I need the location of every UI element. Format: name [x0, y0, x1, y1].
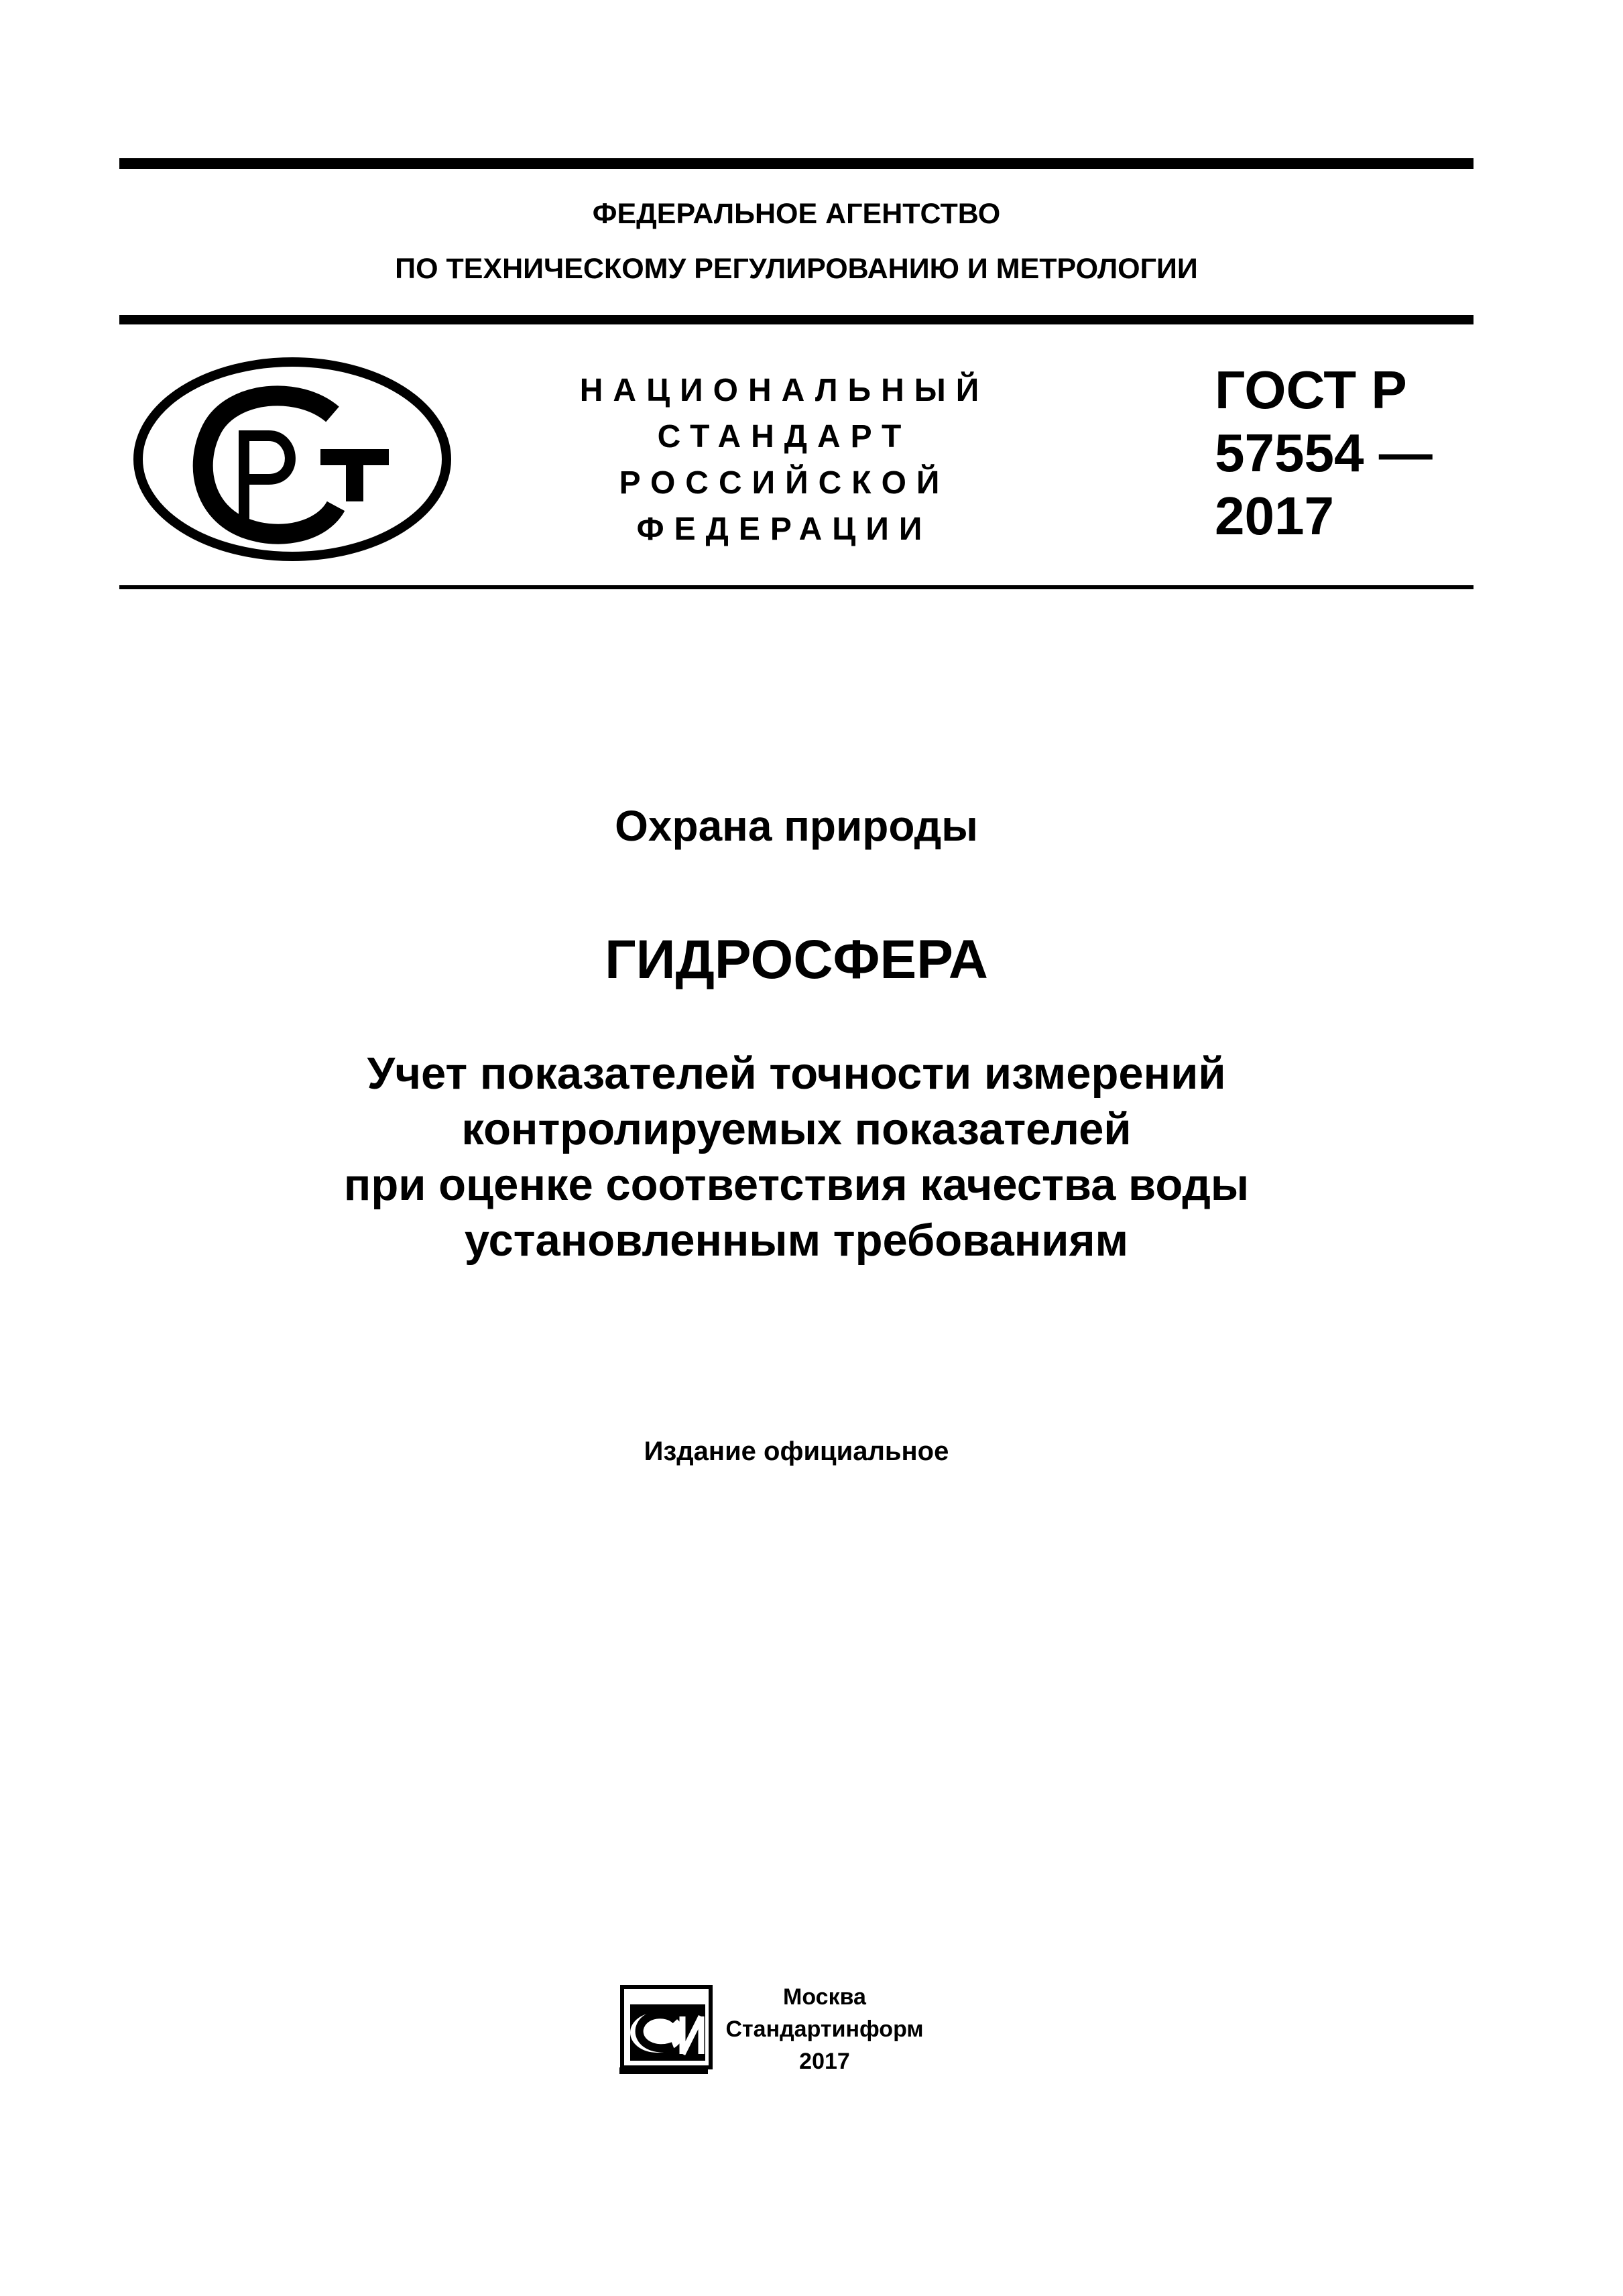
national-line-1: НАЦИОНАЛЬНЫЙ: [579, 373, 989, 408]
agency-line-2: ПО ТЕХНИЧЕСКОМУ РЕГУЛИРОВАНИЮ И МЕТРОЛОГИИ: [395, 253, 1198, 285]
standartinform-logo-icon: [617, 1984, 716, 2078]
subtitle: [119, 1046, 1474, 1268]
subtitle-line-1: Учет показателей точности измерений: [367, 1048, 1226, 1099]
middle-rule: [119, 315, 1474, 324]
publisher-info: [717, 1981, 932, 2077]
standard-designation: [1215, 359, 1433, 548]
publisher-year: 2017: [799, 2049, 850, 2074]
agency-header: [119, 186, 1474, 296]
agency-line-1: ФЕДЕРАЛЬНОЕ АГЕНТСТВО: [592, 198, 1001, 230]
publisher-name: Стандартинформ: [725, 2016, 924, 2042]
national-line-2: СТАНДАРТ: [657, 419, 912, 455]
main-title: ГИДРОСФЕРА: [605, 929, 988, 990]
subtitle-line-3: при оценке соответствия качества воды: [343, 1160, 1250, 1210]
designation-line-2: 57554 —: [1215, 423, 1433, 483]
national-line-4: ФЕДЕРАЦИИ: [636, 511, 933, 547]
national-line-3: РОССИЙСКОЙ: [619, 465, 950, 501]
publisher-city: Москва: [783, 1984, 866, 2010]
designation-line-3: 2017: [1215, 486, 1334, 546]
top-rule: [119, 158, 1474, 169]
national-standard-label: [550, 367, 1019, 552]
subtitle-line-2: контролируемых показателей: [461, 1104, 1132, 1154]
designation-line-1: ГОСТ Р: [1215, 360, 1407, 420]
bottom-rule: [119, 585, 1474, 589]
subtitle-line-4: установленным требованиям: [464, 1215, 1129, 1266]
rst-emblem-icon: [131, 355, 453, 563]
edition-label: Издание официальное: [644, 1437, 949, 1466]
subject-title: Охрана природы: [615, 802, 978, 850]
